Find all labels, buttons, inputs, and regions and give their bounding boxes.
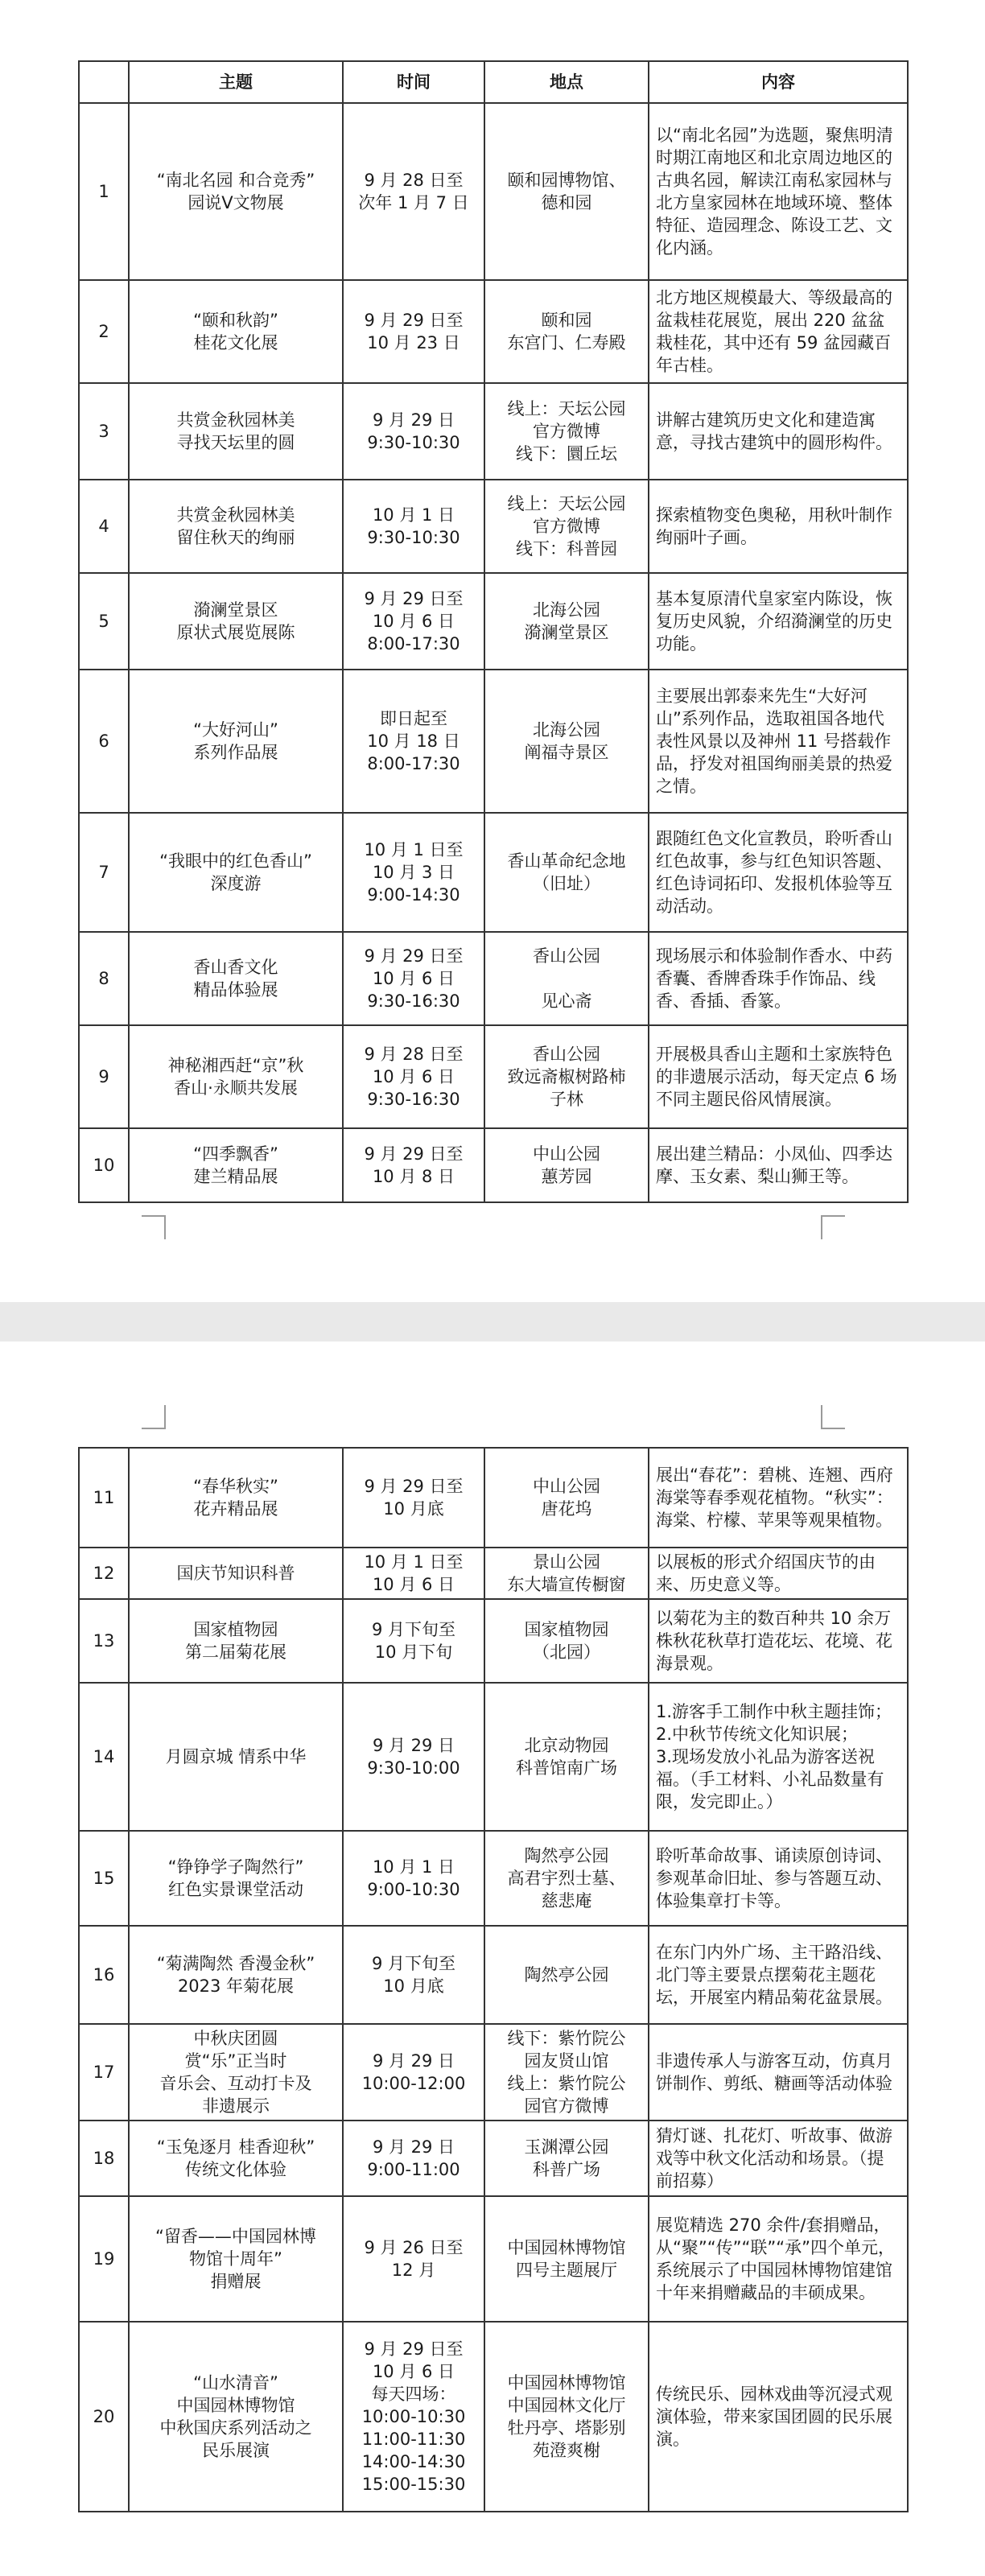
place-line: 颐和园博物馆、	[507, 171, 626, 190]
content-cell	[649, 2322, 908, 2512]
place-line: 官方微博	[533, 422, 600, 441]
time-line: 9 月 29 日至	[364, 946, 464, 966]
time-line: 10:00-10:30	[361, 2407, 466, 2426]
content-cell	[649, 383, 908, 480]
time-line: 10 月 1 日至	[364, 840, 464, 859]
time-line: 9:00-11:00	[367, 2160, 460, 2179]
theme-cell	[129, 1599, 343, 1683]
theme-cell	[129, 1025, 343, 1128]
time-cell	[343, 573, 484, 670]
place-line: 慈悲庵	[541, 1891, 592, 1910]
place-line: 阐福寺景区	[524, 743, 609, 762]
theme-cell	[129, 1831, 343, 1926]
place-cell	[484, 1548, 649, 1599]
time-line: 10:00-12:00	[361, 2074, 466, 2093]
theme-line: 共赏金秋园林美	[176, 505, 295, 525]
theme-line: “颐和秋韵”	[193, 311, 278, 330]
content-text: 基本复原清代皇家室内陈设，恢复历史风貌，介绍漪澜堂的历史功能。	[656, 589, 892, 653]
time-cell	[343, 1128, 484, 1202]
time-line: 10 月 1 日至	[364, 1552, 464, 1572]
table-row	[79, 1448, 908, 1548]
time-line: 8:00-17:30	[367, 634, 460, 653]
table-body	[79, 103, 908, 1202]
place-cell	[484, 1448, 649, 1548]
place-line: 中国园林文化厅	[507, 2396, 626, 2415]
theme-line: “我眼中的红色香山”	[159, 851, 312, 871]
theme-line: 中秋国庆系列活动之	[159, 2418, 312, 2438]
theme-line: 传统文化体验	[185, 2160, 286, 2179]
content-cell	[649, 103, 908, 280]
time-cell	[343, 103, 484, 280]
time-cell	[343, 2196, 484, 2322]
content-cell	[649, 1683, 908, 1831]
time-line: 10 月 6 日	[372, 2362, 455, 2381]
place-cell	[484, 1128, 649, 1202]
content-text: 2.中秋节传统文化知识展；	[656, 1725, 859, 1744]
theme-line: 共赏金秋园林美	[176, 410, 295, 430]
place-line: 东大墙宣传橱窗	[507, 1575, 626, 1594]
content-text: 非遗传承人与游客互动，仿真月饼制作、剪纸、糖画等活动体验	[656, 2051, 892, 2093]
place-line: 香山公园	[533, 1045, 600, 1064]
place-line: 中山公园	[533, 1144, 600, 1164]
time-cell	[343, 2322, 484, 2512]
content-cell	[649, 2024, 908, 2121]
content-cell	[649, 480, 908, 573]
theme-cell	[129, 2196, 343, 2322]
theme-line: 建兰精品展	[193, 1167, 278, 1186]
time-cell	[343, 1926, 484, 2024]
theme-line: 桂花文化展	[193, 333, 278, 352]
content-cell	[649, 813, 908, 932]
place-line: 高君宇烈士墓、	[507, 1869, 626, 1888]
place-line: 子林	[550, 1090, 583, 1109]
row-number: 9	[79, 1025, 129, 1128]
table-row	[79, 1926, 908, 2024]
place-line: 线下：圜丘坛	[516, 444, 617, 464]
content-cell	[649, 573, 908, 670]
theme-line: 精品体验展	[193, 980, 278, 999]
time-line: 次年 1 月 7 日	[358, 193, 469, 212]
theme-line: 神秘湘西赶“京”秋	[167, 1056, 304, 1075]
place-cell	[484, 1599, 649, 1683]
time-cell	[343, 932, 484, 1025]
theme-line: 香山·永顺共发展	[174, 1078, 298, 1098]
content-cell	[649, 1025, 908, 1128]
theme-line: 红色实景课堂活动	[168, 1880, 303, 1899]
content-cell	[649, 1926, 908, 2024]
place-cell	[484, 103, 649, 280]
page-corner-mark	[142, 1215, 166, 1239]
page-corner-mark	[821, 1215, 845, 1239]
place-line	[492, 967, 641, 990]
theme-line: 国家植物园	[193, 1620, 278, 1639]
time-line: 10 月 3 日	[372, 863, 455, 882]
content-text: 以展板的形式介绍国庆节的由来、历史意义等。	[656, 1552, 876, 1594]
place-cell	[484, 2024, 649, 2121]
place-cell	[484, 1926, 649, 2024]
place-line: 国家植物园	[524, 1620, 609, 1639]
time-line: 9 月 29 日	[372, 2137, 455, 2157]
time-cell	[343, 1448, 484, 1548]
place-line: 漪澜堂景区	[524, 623, 609, 642]
place-cell	[484, 573, 649, 670]
time-line: 10 月 6 日	[372, 1575, 455, 1594]
place-line: 唐花坞	[541, 1499, 592, 1519]
table-row	[79, 1831, 908, 1926]
time-line: 9 月下旬至	[371, 1954, 456, 1973]
row-number: 8	[79, 932, 129, 1025]
table-row	[79, 103, 908, 280]
time-cell	[343, 2121, 484, 2196]
row-number: 19	[79, 2196, 129, 2322]
document-page-2	[0, 1342, 985, 2576]
page-corner-mark	[821, 1405, 845, 1429]
theme-line: 留住秋天的绚丽	[176, 528, 295, 547]
table-row	[79, 2024, 908, 2121]
theme-line: 寻找天坛里的圆	[176, 433, 295, 452]
content-text: 现场展示和体验制作香水、中药香囊、香牌香珠手作饰品、线香、香插、香篆。	[656, 946, 892, 1011]
content-text: 探索植物变色奥秘，用秋叶制作绚丽叶子画。	[656, 505, 892, 547]
content-cell	[649, 1128, 908, 1202]
theme-line: 2023 年菊花展	[177, 1976, 295, 1996]
row-number: 16	[79, 1926, 129, 2024]
place-line: 中国园林博物馆	[507, 2238, 626, 2257]
time-line: 即日起至	[380, 709, 447, 728]
time-line: 8:00-17:30	[367, 754, 460, 773]
content-text: 3.现场发放小礼品为游客送祝福。（手工材料、小礼品数量有限，发完即止。）	[656, 1747, 884, 1811]
table-row	[79, 2322, 908, 2512]
place-line: 园友贤山馆	[524, 2051, 609, 2071]
place-line: 陶然亭公园	[524, 1846, 609, 1865]
time-cell	[343, 1831, 484, 1926]
content-cell	[649, 2121, 908, 2196]
theme-cell	[129, 2121, 343, 2196]
table-row	[79, 573, 908, 670]
time-line: 9:30-10:30	[367, 433, 460, 452]
place-line: 线上：天坛公园	[507, 494, 626, 513]
table-row	[79, 932, 908, 1025]
theme-cell	[129, 1128, 343, 1202]
theme-line: 园说Ⅴ文物展	[188, 193, 284, 212]
place-line: 香山公园	[533, 946, 600, 966]
place-line: 北海公园	[533, 600, 600, 620]
table-header-row	[79, 61, 908, 103]
time-line: 10 月 23 日	[367, 333, 460, 352]
table-row	[79, 1128, 908, 1202]
place-cell	[484, 1025, 649, 1128]
time-line: 9:00-14:30	[367, 885, 460, 905]
theme-line: 捐赠展	[210, 2272, 262, 2291]
content-text: 在东门内外广场、主干路沿线、北门等主要景点摆菊花主题花坛，开展室内精品菊花盆景展。	[656, 1943, 892, 2007]
time-line: 9:30-16:30	[367, 991, 460, 1011]
time-cell	[343, 813, 484, 932]
time-line: 9 月 28 日至	[364, 1045, 464, 1064]
theme-cell	[129, 480, 343, 573]
content-cell	[649, 932, 908, 1025]
row-number: 20	[79, 2322, 129, 2512]
place-line: 蕙芳园	[541, 1167, 592, 1186]
theme-line: 香山香文化	[193, 958, 278, 977]
place-line: 玉渊潭公园	[524, 2137, 609, 2157]
content-text: 北方地区规模最大、等级最高的盆栽桂花展览，展出 220 盆盆栽桂花，其中还有 59 盆园藏百年古桂。	[656, 288, 892, 375]
theme-cell	[129, 932, 343, 1025]
time-line: 10 月 1 日	[372, 1857, 455, 1877]
place-cell	[484, 1683, 649, 1831]
theme-cell	[129, 1448, 343, 1548]
content-cell	[649, 670, 908, 813]
content-cell	[649, 1599, 908, 1683]
theme-line: 音乐会、互动打卡及	[159, 2074, 312, 2093]
table-row	[79, 1683, 908, 1831]
time-cell	[343, 1025, 484, 1128]
header-place: 地点	[484, 61, 649, 103]
content-text: 主要展出郭泰来先生“大好河山”系列作品，选取祖国各地代表性风景以及神州 11 号搭载作品，抒发对祖国绚丽美景的热爱之情。	[656, 686, 892, 796]
time-cell	[343, 383, 484, 480]
row-number: 7	[79, 813, 129, 932]
place-line: 颐和园	[541, 311, 592, 330]
table-row	[79, 480, 908, 573]
row-number: 4	[79, 480, 129, 573]
time-cell	[343, 670, 484, 813]
theme-cell	[129, 1926, 343, 2024]
place-line: （旧址）	[533, 874, 600, 893]
row-number: 3	[79, 383, 129, 480]
place-line: 线上：紫竹院公	[507, 2074, 626, 2093]
place-line: 官方微博	[533, 517, 600, 536]
content-text: 以“南北名园”为选题，聚焦明清时期江南地区和北京周边地区的古典名园，解读江南私家园林与北方皇家园林在地域环境、整体特征、造园理念、陈设工艺、文化内涵。	[656, 126, 893, 258]
content-text: 展览精选 270 余件/套捐赠品，从“聚”“传”“联”“承”四个单元，系统展示了中国园林博物馆建馆十年来捐赠藏品的丰硕成果。	[656, 2215, 896, 2302]
theme-line: 赏“乐”正当时	[184, 2051, 287, 2071]
place-line: 园官方微博	[524, 2096, 609, 2116]
theme-line: “玉兔逐月 桂香迎秋”	[156, 2137, 315, 2157]
content-text: 猜灯谜、扎花灯、听故事、做游戏等中秋文化活动和场景。（提前招募）	[656, 2126, 892, 2191]
time-line: 9:30-16:30	[367, 1090, 460, 1109]
content-text: 以菊花为主的数百种共 10 余万株秋花秋草打造花坛、花境、花海景观。	[656, 1609, 892, 1673]
theme-line: “大好河山”	[193, 720, 278, 740]
content-text: 开展极具香山主题和土家族特色的非遗展示活动，每天定点 6 场不同主题民俗风情展演。	[656, 1045, 897, 1109]
content-text: 跟随红色文化宣教员，聆听香山红色故事，参与红色知识答题、红色诗词拓印、发报机体验等互动活动。	[656, 829, 892, 916]
place-line: 四号主题展厅	[516, 2261, 617, 2280]
content-text: 讲解古建筑历史文化和建造寓意，寻找古建筑中的圆形构件。	[656, 410, 892, 452]
theme-line: “春华秋实”	[193, 1477, 278, 1496]
table-row	[79, 813, 908, 932]
table-row	[79, 2121, 908, 2196]
schedule-table-page-2	[78, 1447, 909, 2512]
time-cell	[343, 1683, 484, 1831]
time-cell	[343, 1599, 484, 1683]
time-line: 12 月	[391, 2261, 436, 2280]
time-cell	[343, 480, 484, 573]
row-number: 18	[79, 2121, 129, 2196]
time-line: 9 月 29 日	[372, 2051, 455, 2071]
theme-line: 漪澜堂景区	[193, 600, 278, 620]
place-line: 线下：紫竹院公	[507, 2029, 626, 2048]
time-line: 15:00-15:30	[361, 2475, 466, 2494]
row-number: 13	[79, 1599, 129, 1683]
content-text: 聆听革命故事、诵读原创诗词、参观革命旧址、参与答题互动、体验集章打卡等。	[656, 1846, 892, 1910]
place-line: 陶然亭公园	[524, 1965, 609, 1985]
theme-cell	[129, 2322, 343, 2512]
time-line: 10 月底	[383, 1499, 444, 1519]
time-line: 9 月 28 日至	[364, 171, 464, 190]
row-number: 15	[79, 1831, 129, 1926]
theme-line: 物馆十周年”	[189, 2249, 282, 2269]
theme-line: 非遗展示	[202, 2096, 270, 2116]
place-line: 科普广场	[533, 2160, 600, 2179]
theme-line: 中国园林博物馆	[176, 2396, 295, 2415]
place-cell	[484, 280, 649, 383]
content-text: 1.游客手工制作中秋主题挂饰；	[656, 1702, 892, 1721]
place-line: 香山革命纪念地	[507, 851, 626, 871]
theme-cell	[129, 573, 343, 670]
place-line: 牡丹亭、塔影别	[507, 2418, 626, 2438]
time-cell	[343, 1548, 484, 1599]
time-line: 9 月 29 日	[372, 1736, 455, 1755]
content-cell	[649, 2196, 908, 2322]
theme-line: 原状式展览展陈	[176, 623, 295, 642]
place-line: 见心斋	[541, 991, 592, 1011]
row-number: 10	[79, 1128, 129, 1202]
time-line: 11:00-11:30	[361, 2430, 466, 2449]
table-body	[79, 1448, 908, 2512]
row-number: 14	[79, 1683, 129, 1831]
theme-line: “山水清音”	[193, 2373, 278, 2393]
theme-line: 月圆京城 情系中华	[165, 1747, 307, 1766]
theme-line: “四季飘香”	[193, 1144, 278, 1164]
theme-cell	[129, 1548, 343, 1599]
place-line: 景山公园	[533, 1552, 600, 1572]
time-line: 9 月 26 日至	[364, 2238, 464, 2257]
time-line: 9:30-10:30	[367, 528, 460, 547]
place-cell	[484, 2322, 649, 2512]
place-cell	[484, 383, 649, 480]
content-text: 展出“春花”：碧桃、连翘、西府海棠等春季观花植物。“秋实”：海棠、柠檬、苹果等观果植物。	[656, 1465, 893, 1530]
time-line: 10 月 6 日	[372, 1067, 455, 1086]
place-line: 科普馆南广场	[516, 1758, 617, 1778]
header-content: 内容	[649, 61, 908, 103]
content-text: 传统民乐、园林戏曲等沉浸式观演体验，带来家国团圆的民乐展演。	[656, 2384, 892, 2449]
place-line: 中国园林博物馆	[507, 2373, 626, 2393]
theme-line: 民乐展演	[202, 2441, 270, 2460]
row-number: 11	[79, 1448, 129, 1548]
theme-line: 第二届菊花展	[185, 1642, 286, 1662]
time-line: 9 月 29 日至	[364, 1477, 464, 1496]
table-row	[79, 2196, 908, 2322]
table-row	[79, 280, 908, 383]
time-line: 14:00-14:30	[361, 2452, 466, 2471]
table-row	[79, 1025, 908, 1128]
theme-cell	[129, 813, 343, 932]
place-line: 致远斋椒树路柿	[507, 1067, 626, 1086]
theme-cell	[129, 383, 343, 480]
theme-cell	[129, 670, 343, 813]
place-cell	[484, 1831, 649, 1926]
theme-line: “南北名园 和合竞秀”	[156, 171, 315, 190]
schedule-table-page-1	[78, 60, 909, 1203]
time-line: 每天四场：	[371, 2384, 456, 2404]
place-line: （北园）	[533, 1642, 600, 1662]
theme-line: 花卉精品展	[193, 1499, 278, 1519]
place-line: 北京动物园	[524, 1736, 609, 1755]
place-line: 德和园	[541, 193, 592, 212]
time-line: 9 月 29 日至	[364, 1144, 464, 1164]
row-number: 1	[79, 103, 129, 280]
time-cell	[343, 280, 484, 383]
place-line: 中山公园	[533, 1477, 600, 1496]
time-line: 9:00-10:30	[367, 1880, 460, 1899]
time-line: 10 月 1 日	[372, 505, 455, 525]
time-line: 10 月 18 日	[367, 732, 460, 751]
place-line: 苑澄爽榭	[533, 2441, 600, 2460]
time-line: 10 月 6 日	[372, 969, 455, 988]
place-cell	[484, 2196, 649, 2322]
place-line: 线上：天坛公园	[507, 399, 626, 418]
theme-line: “菊满陶然 香漫金秋”	[156, 1954, 315, 1973]
time-line: 9 月下旬至	[371, 1620, 456, 1639]
table-row	[79, 670, 908, 813]
place-cell	[484, 932, 649, 1025]
table-row	[79, 1599, 908, 1683]
page-corner-mark	[142, 1405, 166, 1429]
time-line: 9 月 29 日至	[364, 2339, 464, 2359]
time-line: 9 月 29 日至	[364, 311, 464, 330]
time-line: 10 月底	[383, 1976, 444, 1996]
row-number: 5	[79, 573, 129, 670]
place-line: 北海公园	[533, 720, 600, 740]
place-cell	[484, 480, 649, 573]
table-row	[79, 1548, 908, 1599]
header-number	[79, 61, 129, 103]
page-gap	[0, 1302, 985, 1342]
theme-line: “铮铮学子陶然行”	[167, 1857, 304, 1877]
place-line: 线下：科普园	[516, 539, 617, 558]
header-theme: 主题	[129, 61, 343, 103]
time-line: 10 月下旬	[374, 1642, 453, 1662]
theme-cell	[129, 1683, 343, 1831]
theme-line: 系列作品展	[193, 743, 278, 762]
theme-cell	[129, 280, 343, 383]
place-cell	[484, 813, 649, 932]
place-cell	[484, 2121, 649, 2196]
time-line: 9:30-10:00	[367, 1758, 460, 1778]
time-line: 10 月 8 日	[372, 1167, 455, 1186]
theme-line: 国庆节知识科普	[176, 1564, 295, 1583]
theme-line: “留香——中国园林博	[155, 2227, 316, 2246]
content-cell	[649, 1448, 908, 1548]
row-number: 17	[79, 2024, 129, 2121]
content-cell	[649, 1548, 908, 1599]
time-cell	[343, 2024, 484, 2121]
row-number: 2	[79, 280, 129, 383]
table-row	[79, 383, 908, 480]
theme-cell	[129, 2024, 343, 2121]
row-number: 6	[79, 670, 129, 813]
time-line: 9 月 29 日至	[364, 589, 464, 608]
theme-line: 中秋庆团圆	[193, 2029, 278, 2048]
theme-cell	[129, 103, 343, 280]
place-cell	[484, 670, 649, 813]
time-line: 9 月 29 日	[372, 410, 455, 430]
row-number: 12	[79, 1548, 129, 1599]
header-time: 时间	[343, 61, 484, 103]
theme-line: 深度游	[210, 874, 262, 893]
content-cell	[649, 1831, 908, 1926]
time-line: 10 月 6 日	[372, 612, 455, 631]
content-text: 展出建兰精品：小凤仙、四季达摩、玉女素、梨山狮王等。	[656, 1144, 892, 1186]
place-line: 东宫门、仁寿殿	[507, 333, 626, 352]
content-cell	[649, 280, 908, 383]
